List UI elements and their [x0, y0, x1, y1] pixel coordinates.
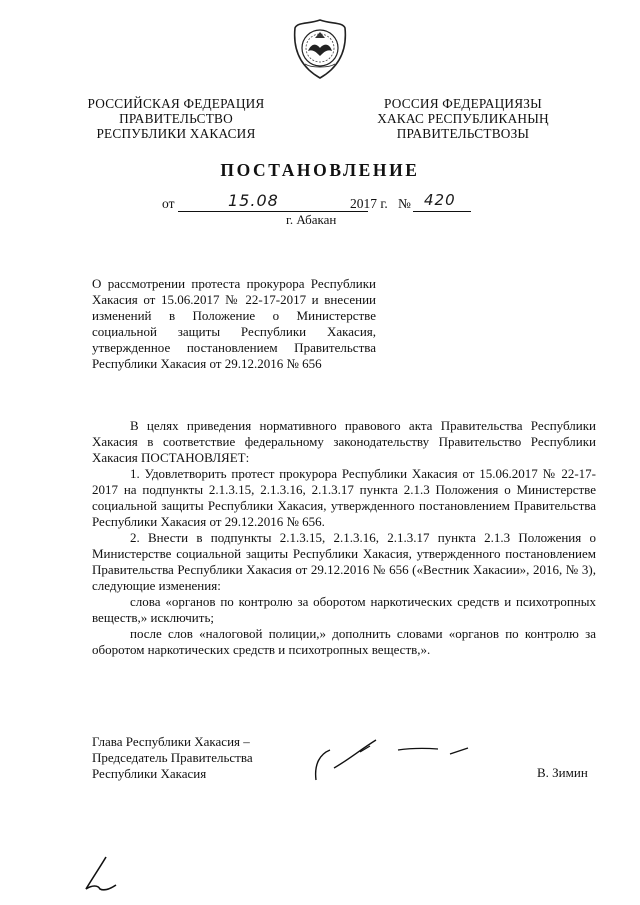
date-prefix: от [162, 196, 175, 211]
body-paragraph: 2. Внести в подпункты 2.1.3.15, 2.1.3.16, 2.1.3.17 пункта 2.1.3 Положения о Министерстве социальной защиты Республики Хакасия, утвержденного постановлением Правительства Республики Хакасия от 29.12.2016 № 656 («Вестник Хакасии», 2016, № 3), следующие изменения: [92, 530, 596, 593]
document-subject: О рассмотрении протеста прокурора Республики Хакасия от 15.06.2017 № 22-17-2017 и внесении изменений в Положение о Министерстве социальной защиты Республики Хакасия, утвержденное постановлением Правительства Республики Хакасия от 29.12.2016 № 656 [92, 276, 376, 371]
body-paragraph: 1. Удовлетворить протест прокурора Республики Хакасия от 15.06.2017 № 22-17-2017 на подпункты 2.1.3.15, 2.1.3.16, 2.1.3.17 пункта 2.1.3 Положения о Министерстве социальной защиты Республики Хакасия, утвержденного постановлением Правительства Республики Хакасия от 29.12.2016 № 656. [92, 466, 596, 529]
signatory-name: В. Зимин [537, 765, 588, 780]
header-right-block [368, 96, 558, 141]
signatory-position-line: Председатель Правительства [92, 749, 253, 765]
signatory-position-line: Глава Республики Хакасия – [92, 734, 250, 749]
number-underline [413, 211, 471, 212]
header-right-line: ХАКАС РЕСПУБЛИКАНЫҢ [377, 111, 549, 126]
date-year: 2017 г. [350, 196, 388, 211]
handwritten-date: 15.08 [228, 191, 279, 210]
body-paragraph: В целях приведения нормативного правового акта Правительства Республики Хакасия в соответствие федеральному законодательству Правительство Республики Хакасия ПОСТАНОВЛЯЕТ: [92, 418, 596, 465]
header-right-line: ПРАВИТЕЛЬСТВОЗЫ [396, 126, 530, 141]
header-left-line: РЕСПУБЛИКИ ХАКАСИЯ [96, 126, 256, 141]
signatory-position-line: Республики Хакасия [92, 765, 207, 781]
handwritten-number: 420 [424, 191, 456, 209]
handwritten-mark [78, 855, 128, 895]
number-sign: № [398, 196, 411, 211]
coat-of-arms-emblem [291, 18, 349, 80]
header-right-line: РОССИЯ ФЕДЕРАЦИЯЗЫ [384, 96, 542, 111]
header-left-block [82, 96, 270, 141]
date-underline [178, 211, 368, 212]
city-name: г. Абакан [286, 212, 337, 227]
document-title: ПОСТАНОВЛЕНИЕ [220, 160, 420, 180]
header-left-line: ПРАВИТЕЛЬСТВО [119, 111, 233, 126]
body-paragraph: слова «органов по контролю за оборотом наркотических средств и психотропных веществ,» исключить; [92, 594, 596, 625]
header-left-line: РОССИЙСКАЯ ФЕДЕРАЦИЯ [87, 96, 265, 111]
signatory-position [92, 734, 253, 781]
handwritten-signature [300, 730, 480, 790]
body-paragraph: после слов «налоговой полиции,» дополнить словами «органов по контролю за оборотом наркотических средств и психотропных веществ,». [92, 626, 596, 657]
